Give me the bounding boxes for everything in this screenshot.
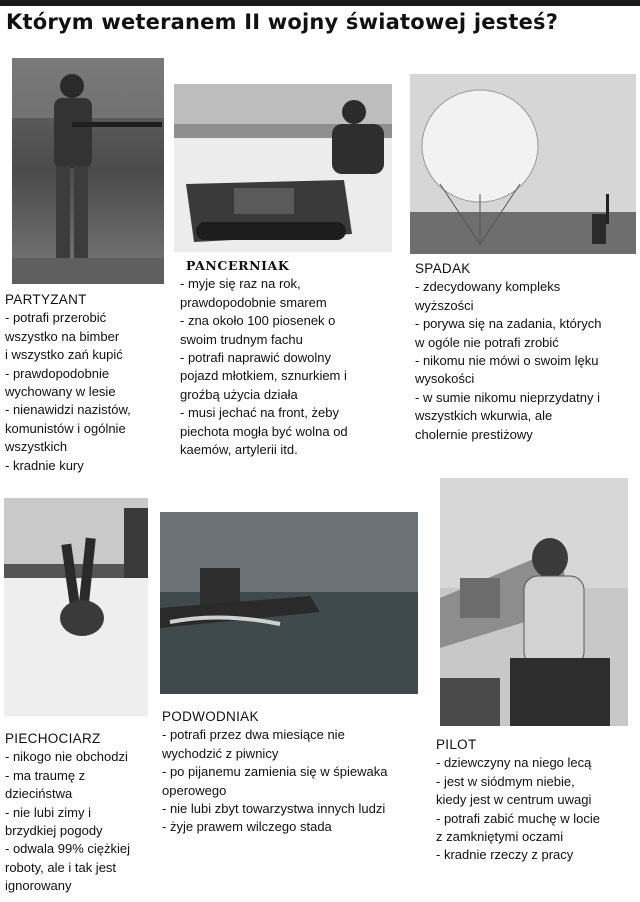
section-line: - po pijanemu zamienia się w śpiewaka (162, 764, 388, 780)
parachute-photo (410, 74, 636, 254)
section-line: - potrafi naprawić dowolny (180, 350, 332, 366)
section-line: - nienawidzi nazistów, (5, 402, 131, 418)
tankette-photo (174, 84, 392, 252)
section-line: - potrafi zabić muchę w locie (436, 810, 601, 826)
section-heading: PIECHOCIARZ (5, 731, 101, 746)
section-heading: PARTYZANT (5, 292, 87, 307)
section-line: z zamkniętymi oczami (436, 829, 564, 845)
section-line: - prawdopodobnie (5, 365, 110, 381)
section-line: - ma traumę z (5, 767, 86, 783)
section-line: pojazd młotkiem, sznurkiem i (180, 368, 347, 384)
section-line: wychowany w lesie (5, 384, 116, 400)
section-line: wyższości (415, 297, 474, 313)
section-line: wychodzić z piwnicy (162, 745, 279, 761)
section-line: - zdecydowany kompleks (415, 279, 561, 295)
section-line: - myje się raz na rok, (180, 276, 301, 292)
section-line: brzydkiej pogody (5, 823, 103, 839)
section-line: ignorowany (5, 878, 72, 894)
section-line: - potrafi przerobić (5, 310, 107, 326)
section-line: - nie lubi zimy i (5, 804, 91, 820)
submarine-photo (160, 512, 418, 694)
top-bar (0, 0, 640, 6)
section-line: - nikogo nie obchodzi (5, 749, 128, 765)
section-line: - żyje prawem wilczego stada (162, 819, 332, 835)
section-line: kaemów, artylerii itd. (180, 442, 298, 458)
section-line: komunistów i ogólnie (5, 420, 126, 436)
section-line: - nie lubi zbyt towarzystwa innych ludzi (162, 801, 386, 817)
section-line: - potrafi przez dwa miesiące nie (162, 727, 345, 743)
section-line: cholernie prestiżowy (415, 426, 533, 442)
section-line: - dziewczyny na niego lecą (436, 755, 592, 771)
section-spadak (415, 260, 637, 444)
section-line: i wszystko zań kupić (5, 347, 123, 363)
section-line: - kradnie kury (5, 457, 84, 473)
section-line: piechota mogła być wolna od (180, 423, 348, 439)
section-line: groźbą użycia działa (180, 386, 298, 402)
section-line: - jest w siódmym niebie, (436, 773, 575, 789)
section-line: - zna około 100 piosenek o (180, 313, 336, 329)
section-line: operowego (162, 782, 227, 798)
page-title: Którym weteranem II wojny światowej jesteś? (6, 10, 559, 34)
section-line: - odwala 99% ciężkiej (5, 841, 131, 857)
section-line: swoim trudnym fachu (180, 331, 303, 347)
section-line: - kradnie rzeczy z pracy (436, 847, 574, 863)
section-pilot (436, 736, 636, 865)
section-piechociarz (5, 730, 155, 896)
section-line: wszystko na bimber (5, 328, 120, 344)
section-line: dzieciństwa (5, 786, 73, 802)
section-line: - porywa się na zadania, których (415, 316, 602, 332)
section-line: wszystkich wkurwia, ale (415, 408, 553, 424)
section-heading: PILOT (436, 737, 477, 752)
section-line: kiedy jest w centrum uwagi (436, 792, 592, 808)
pilot-photo (440, 478, 628, 726)
section-pancerniak (180, 257, 405, 459)
section-line: roboty, ale i tak jest (5, 859, 117, 875)
section-line: - nikomu nie mówi o swoim lęku (415, 353, 599, 369)
section-heading: SPADAK (415, 261, 471, 276)
section-podwodniak (162, 708, 432, 837)
infantryman-photo (4, 498, 148, 716)
section-line: wszystkich (5, 439, 68, 455)
section-line: w ogóle nie potrafi zrobić (415, 334, 559, 350)
section-line: prawdopodobnie smarem (180, 294, 327, 310)
section-partyzant (5, 291, 165, 475)
section-heading: PODWODNIAK (162, 709, 259, 724)
section-line: - w sumie nikomu nieprzydatny i (415, 389, 600, 405)
section-heading: PANCERNIAK (186, 258, 290, 273)
partisan-photo (12, 58, 164, 284)
section-line: wysokości (415, 371, 475, 387)
section-line: - musi jechać na front, żeby (180, 405, 339, 421)
